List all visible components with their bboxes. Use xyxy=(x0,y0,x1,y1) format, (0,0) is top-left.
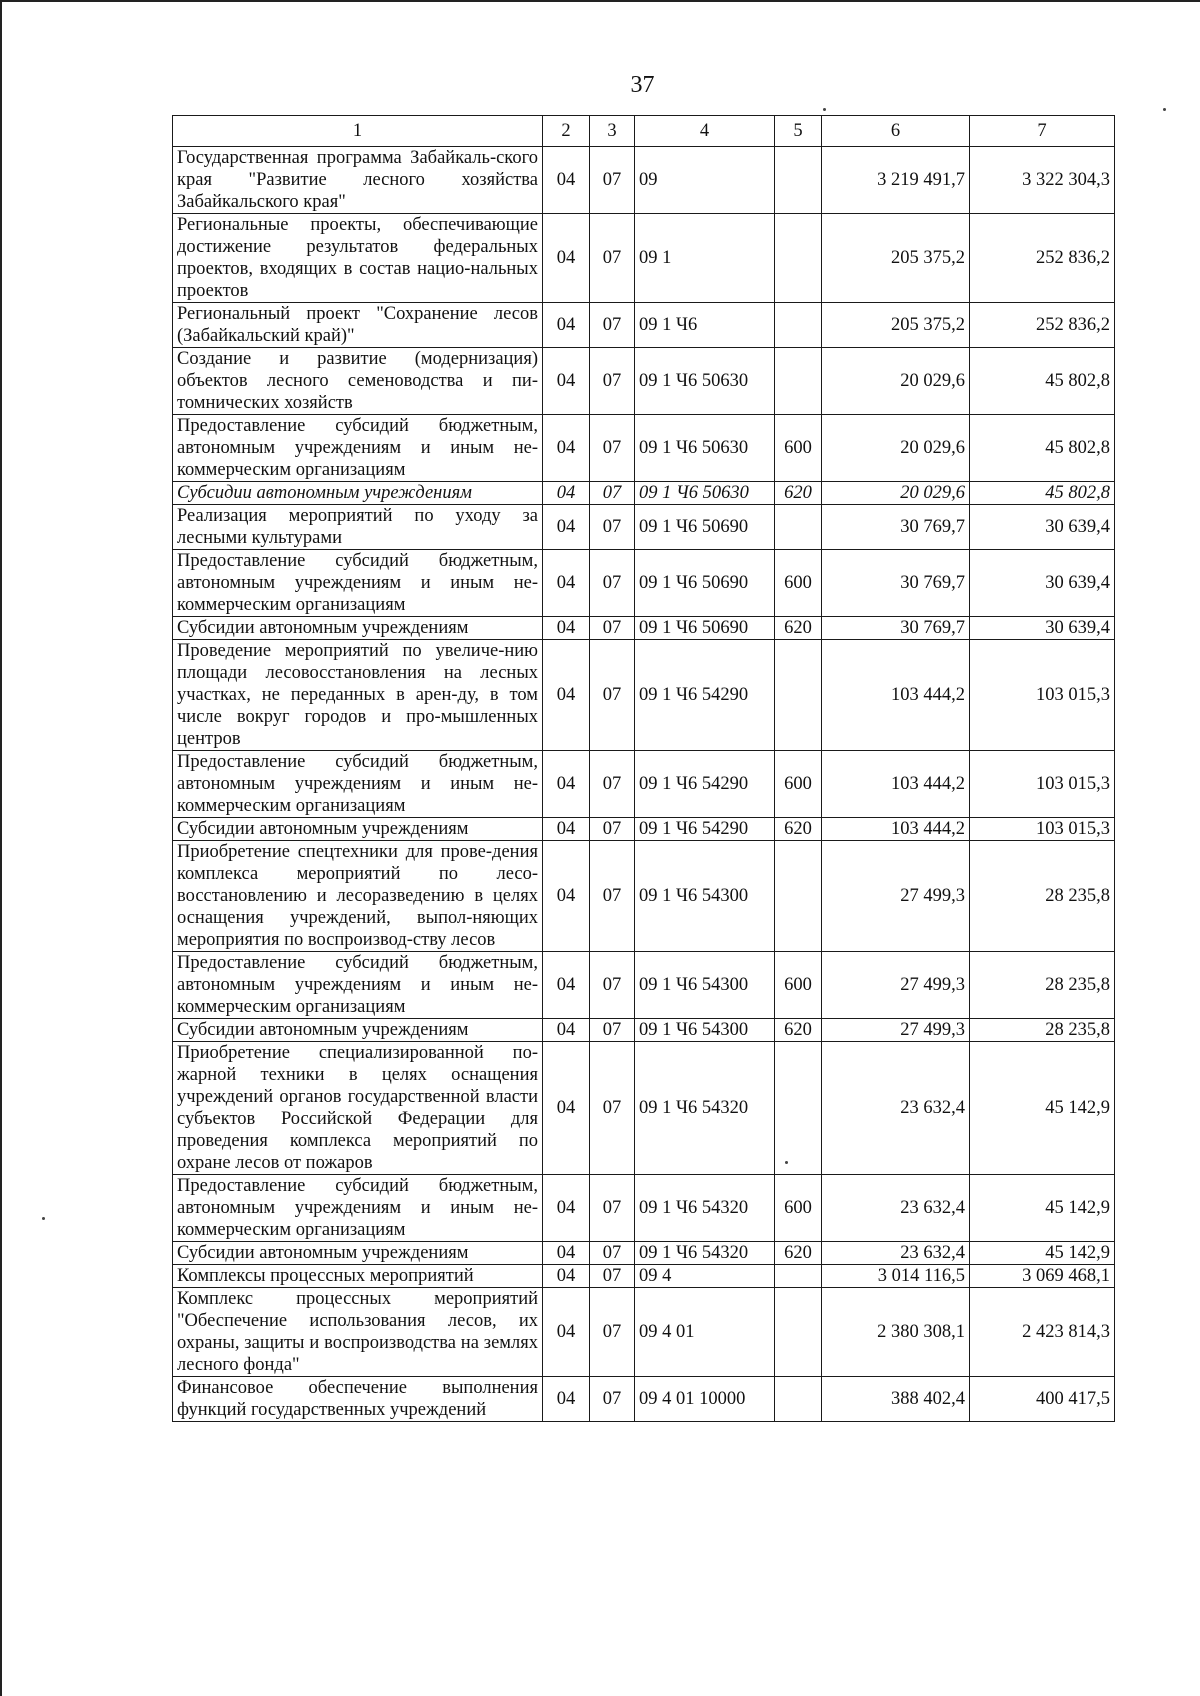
target-article-code: 09 1 Ч6 50630 xyxy=(635,482,775,505)
table-row xyxy=(173,214,1115,303)
expense-type-code: 620 xyxy=(775,617,822,640)
section-code: 04 xyxy=(543,1265,590,1288)
subsection-code: 07 xyxy=(590,617,635,640)
amount-year-1: 27 499,3 xyxy=(822,952,970,1019)
amount-year-2: 3 322 304,3 xyxy=(970,147,1115,214)
target-article-code: 09 1 Ч6 50690 xyxy=(635,505,775,550)
row-name: Комплекс процессных мероприятий "Обеспечение использования лесов, их охраны, защиты и воспроизводства на землях лесного фонда" xyxy=(173,1288,543,1377)
target-article-code: 09 4 01 10000 xyxy=(635,1377,775,1422)
column-header: 6 xyxy=(822,116,970,147)
column-header: 2 xyxy=(543,116,590,147)
amount-year-1: 103 444,2 xyxy=(822,640,970,751)
amount-year-1: 205 375,2 xyxy=(822,303,970,348)
row-name: Реализация мероприятий по уходу за лесными культурами xyxy=(173,505,543,550)
table-header-row xyxy=(173,116,1115,147)
expense-type-code xyxy=(775,147,822,214)
expense-type-code xyxy=(775,505,822,550)
row-name: Субсидии автономным учреждениям xyxy=(173,1242,543,1265)
table-row xyxy=(173,1042,1115,1175)
table-row xyxy=(173,952,1115,1019)
section-code: 04 xyxy=(543,952,590,1019)
row-name: Приобретение специализированной по-жарной техники в целях оснащения учреждений органов государственной власти субъектов Российской Федерации для проведения комплекса мероприятий по охране лесов от пожаров xyxy=(173,1042,543,1175)
table-row xyxy=(173,1019,1115,1042)
column-header: 5 xyxy=(775,116,822,147)
section-code: 04 xyxy=(543,1175,590,1242)
amount-year-2: 45 142,9 xyxy=(970,1175,1115,1242)
expense-type-code: 620 xyxy=(775,818,822,841)
amount-year-2: 103 015,3 xyxy=(970,751,1115,818)
section-code: 04 xyxy=(543,214,590,303)
amount-year-2: 45 142,9 xyxy=(970,1042,1115,1175)
section-code: 04 xyxy=(543,617,590,640)
row-name: Предоставление субсидий бюджетным, автономным учреждениям и иным не-коммерческим организациям xyxy=(173,415,543,482)
subsection-code: 07 xyxy=(590,348,635,415)
target-article-code: 09 1 Ч6 54300 xyxy=(635,1019,775,1042)
section-code: 04 xyxy=(543,1019,590,1042)
amount-year-2: 103 015,3 xyxy=(970,640,1115,751)
amount-year-2: 103 015,3 xyxy=(970,818,1115,841)
section-code: 04 xyxy=(543,751,590,818)
row-name: Субсидии автономным учреждениям xyxy=(173,482,543,505)
table-row xyxy=(173,617,1115,640)
expense-type-code xyxy=(775,841,822,952)
subsection-code: 07 xyxy=(590,1242,635,1265)
row-name: Предоставление субсидий бюджетным, автономным учреждениям и иным не-коммерческим организациям xyxy=(173,550,543,617)
subsection-code: 07 xyxy=(590,147,635,214)
table-row xyxy=(173,147,1115,214)
table-row xyxy=(173,1265,1115,1288)
table-row xyxy=(173,1242,1115,1265)
expense-type-code: 600 xyxy=(775,550,822,617)
section-code: 04 xyxy=(543,348,590,415)
subsection-code: 07 xyxy=(590,550,635,617)
expense-type-code xyxy=(775,1288,822,1377)
row-name: Проведение мероприятий по увеличе-нию площади лесовосстановления на лесных участках, не переданных в арен-ду, в том числе вокруг городов и про-мышленных центров xyxy=(173,640,543,751)
expense-type-code xyxy=(775,1265,822,1288)
amount-year-1: 103 444,2 xyxy=(822,751,970,818)
table-row xyxy=(173,348,1115,415)
amount-year-2: 30 639,4 xyxy=(970,505,1115,550)
expense-type-code xyxy=(775,640,822,751)
subsection-code: 07 xyxy=(590,415,635,482)
expense-type-code: 600 xyxy=(775,952,822,1019)
subsection-code: 07 xyxy=(590,640,635,751)
target-article-code: 09 1 Ч6 54300 xyxy=(635,952,775,1019)
subsection-code: 07 xyxy=(590,505,635,550)
section-code: 04 xyxy=(543,1288,590,1377)
table-row xyxy=(173,1377,1115,1422)
section-code: 04 xyxy=(543,482,590,505)
column-header: 3 xyxy=(590,116,635,147)
amount-year-1: 3 014 116,5 xyxy=(822,1265,970,1288)
subsection-code: 07 xyxy=(590,1175,635,1242)
amount-year-2: 28 235,8 xyxy=(970,1019,1115,1042)
amount-year-2: 252 836,2 xyxy=(970,214,1115,303)
target-article-code: 09 1 Ч6 54320 xyxy=(635,1175,775,1242)
scan-speck xyxy=(823,108,826,111)
target-article-code: 09 xyxy=(635,147,775,214)
row-name: Приобретение спецтехники для прове-дения комплекса мероприятий по лесо-восстановлению и лесоразведению в целях оснащения учреждений, выпол-няющих мероприятия по воспроизвод-ству лесов xyxy=(173,841,543,952)
amount-year-2: 30 639,4 xyxy=(970,550,1115,617)
row-name: Региональный проект "Сохранение лесов (Забайкальский край)" xyxy=(173,303,543,348)
target-article-code: 09 1 Ч6 54320 xyxy=(635,1242,775,1265)
amount-year-1: 20 029,6 xyxy=(822,348,970,415)
section-code: 04 xyxy=(543,841,590,952)
target-article-code: 09 1 Ч6 50630 xyxy=(635,348,775,415)
section-code: 04 xyxy=(543,1377,590,1422)
row-name: Субсидии автономным учреждениям xyxy=(173,1019,543,1042)
amount-year-1: 23 632,4 xyxy=(822,1175,970,1242)
subsection-code: 07 xyxy=(590,1019,635,1042)
target-article-code: 09 1 Ч6 50630 xyxy=(635,415,775,482)
amount-year-1: 388 402,4 xyxy=(822,1377,970,1422)
amount-year-2: 252 836,2 xyxy=(970,303,1115,348)
expense-type-code: 620 xyxy=(775,482,822,505)
table-row xyxy=(173,550,1115,617)
row-name: Субсидии автономным учреждениям xyxy=(173,617,543,640)
expense-type-code: 600 xyxy=(775,1175,822,1242)
scan-speck xyxy=(1163,108,1166,111)
expense-type-code xyxy=(775,1377,822,1422)
target-article-code: 09 4 xyxy=(635,1265,775,1288)
section-code: 04 xyxy=(543,1042,590,1175)
table-row xyxy=(173,640,1115,751)
amount-year-1: 23 632,4 xyxy=(822,1242,970,1265)
amount-year-2: 45 802,8 xyxy=(970,482,1115,505)
subsection-code: 07 xyxy=(590,1288,635,1377)
table-row xyxy=(173,1288,1115,1377)
subsection-code: 07 xyxy=(590,751,635,818)
amount-year-1: 30 769,7 xyxy=(822,505,970,550)
table-row xyxy=(173,303,1115,348)
section-code: 04 xyxy=(543,147,590,214)
amount-year-1: 23 632,4 xyxy=(822,1042,970,1175)
target-article-code: 09 1 Ч6 54290 xyxy=(635,818,775,841)
expense-type-code xyxy=(775,348,822,415)
target-article-code: 09 1 Ч6 50690 xyxy=(635,550,775,617)
subsection-code: 07 xyxy=(590,1042,635,1175)
row-name: Региональные проекты, обеспечивающие достижение результатов федеральных проектов, входящих в состав нацио-нальных проектов xyxy=(173,214,543,303)
target-article-code: 09 1 Ч6 54320 xyxy=(635,1042,775,1175)
amount-year-2: 28 235,8 xyxy=(970,841,1115,952)
row-name: Государственная программа Забайкаль-ского края "Развитие лесного хозяйства Забайкальского края" xyxy=(173,147,543,214)
amount-year-2: 45 802,8 xyxy=(970,348,1115,415)
row-name: Финансовое обеспечение выполнения функций государственных учреждений xyxy=(173,1377,543,1422)
page-number: 37 xyxy=(630,72,655,98)
section-code: 04 xyxy=(543,415,590,482)
expense-type-code xyxy=(775,214,822,303)
column-header: 4 xyxy=(635,116,775,147)
amount-year-1: 30 769,7 xyxy=(822,550,970,617)
budget-table xyxy=(172,115,1115,1422)
amount-year-2: 2 423 814,3 xyxy=(970,1288,1115,1377)
subsection-code: 07 xyxy=(590,841,635,952)
target-article-code: 09 4 01 xyxy=(635,1288,775,1377)
table-row xyxy=(173,1175,1115,1242)
section-code: 04 xyxy=(543,1242,590,1265)
subsection-code: 07 xyxy=(590,303,635,348)
subsection-code: 07 xyxy=(590,214,635,303)
row-name: Предоставление субсидий бюджетным, автономным учреждениям и иным не-коммерческим организациям xyxy=(173,751,543,818)
table-row xyxy=(173,751,1115,818)
table-row xyxy=(173,482,1115,505)
target-article-code: 09 1 Ч6 54300 xyxy=(635,841,775,952)
section-code: 04 xyxy=(543,550,590,617)
amount-year-1: 103 444,2 xyxy=(822,818,970,841)
subsection-code: 07 xyxy=(590,1377,635,1422)
expense-type-code xyxy=(775,303,822,348)
amount-year-2: 3 069 468,1 xyxy=(970,1265,1115,1288)
row-name: Предоставление субсидий бюджетным, автономным учреждениям и иным не-коммерческим организациям xyxy=(173,1175,543,1242)
subsection-code: 07 xyxy=(590,482,635,505)
target-article-code: 09 1 Ч6 50690 xyxy=(635,617,775,640)
section-code: 04 xyxy=(543,818,590,841)
amount-year-2: 30 639,4 xyxy=(970,617,1115,640)
amount-year-1: 2 380 308,1 xyxy=(822,1288,970,1377)
amount-year-2: 400 417,5 xyxy=(970,1377,1115,1422)
subsection-code: 07 xyxy=(590,818,635,841)
target-article-code: 09 1 Ч6 xyxy=(635,303,775,348)
table-row xyxy=(173,841,1115,952)
amount-year-2: 45 142,9 xyxy=(970,1242,1115,1265)
scan-speck xyxy=(42,1217,45,1220)
row-name: Предоставление субсидий бюджетным, автономным учреждениям и иным не-коммерческим организациям xyxy=(173,952,543,1019)
row-name: Субсидии автономным учреждениям xyxy=(173,818,543,841)
amount-year-1: 20 029,6 xyxy=(822,482,970,505)
section-code: 04 xyxy=(543,640,590,751)
column-header: 1 xyxy=(173,116,543,147)
row-name: Создание и развитие (модернизация) объектов лесного семеноводства и пи-томнических хозяйств xyxy=(173,348,543,415)
expense-type-code xyxy=(775,1042,822,1175)
expense-type-code: 620 xyxy=(775,1019,822,1042)
target-article-code: 09 1 xyxy=(635,214,775,303)
column-header: 7 xyxy=(970,116,1115,147)
target-article-code: 09 1 Ч6 54290 xyxy=(635,640,775,751)
table-row xyxy=(173,415,1115,482)
section-code: 04 xyxy=(543,505,590,550)
amount-year-1: 27 499,3 xyxy=(822,1019,970,1042)
amount-year-1: 30 769,7 xyxy=(822,617,970,640)
expense-type-code: 600 xyxy=(775,751,822,818)
subsection-code: 07 xyxy=(590,1265,635,1288)
table-row xyxy=(173,818,1115,841)
expense-type-code: 600 xyxy=(775,415,822,482)
expense-type-code: 620 xyxy=(775,1242,822,1265)
amount-year-1: 205 375,2 xyxy=(822,214,970,303)
row-name: Комплексы процессных мероприятий xyxy=(173,1265,543,1288)
section-code: 04 xyxy=(543,303,590,348)
target-article-code: 09 1 Ч6 54290 xyxy=(635,751,775,818)
subsection-code: 07 xyxy=(590,952,635,1019)
amount-year-1: 3 219 491,7 xyxy=(822,147,970,214)
amount-year-2: 45 802,8 xyxy=(970,415,1115,482)
amount-year-1: 20 029,6 xyxy=(822,415,970,482)
table-row xyxy=(173,505,1115,550)
amount-year-2: 28 235,8 xyxy=(970,952,1115,1019)
amount-year-1: 27 499,3 xyxy=(822,841,970,952)
